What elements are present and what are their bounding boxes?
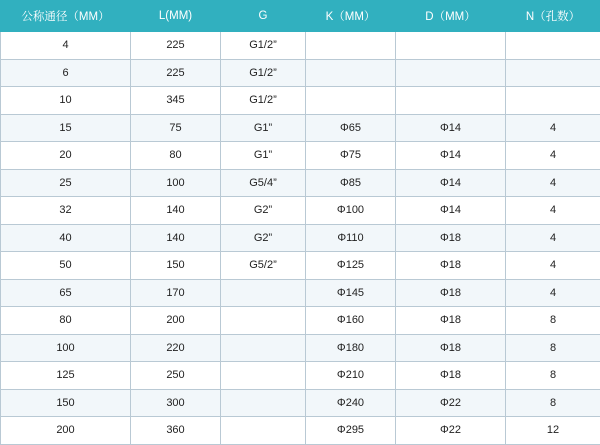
table-row [1, 389, 600, 417]
cell-thread: G1/2” [221, 87, 306, 115]
cell-thread: G2” [221, 197, 306, 225]
table-row [1, 417, 600, 445]
cell-k: Φ145 [306, 279, 396, 307]
column-header-hole-count: N（孔数） [506, 1, 600, 32]
cell-nominal-diameter: 15 [1, 114, 131, 142]
cell-hole-count: 4 [506, 279, 600, 307]
cell-k: Φ75 [306, 142, 396, 170]
cell-thread [221, 307, 306, 335]
cell-length: 170 [131, 279, 221, 307]
cell-k: Φ160 [306, 307, 396, 335]
cell-hole-count: 12 [506, 417, 600, 445]
cell-hole-count [506, 59, 600, 87]
cell-hole-count: 8 [506, 389, 600, 417]
cell-d: Φ18 [396, 307, 506, 335]
cell-hole-count: 4 [506, 169, 600, 197]
cell-length: 225 [131, 59, 221, 87]
table-row [1, 142, 600, 170]
cell-length: 300 [131, 389, 221, 417]
cell-hole-count: 8 [506, 362, 600, 390]
table-row [1, 224, 600, 252]
cell-length: 360 [131, 417, 221, 445]
cell-thread [221, 417, 306, 445]
table-row [1, 87, 600, 115]
cell-nominal-diameter: 200 [1, 417, 131, 445]
cell-hole-count: 4 [506, 224, 600, 252]
cell-thread: G1/2” [221, 32, 306, 60]
table-row [1, 32, 600, 60]
cell-k [306, 87, 396, 115]
cell-hole-count: 4 [506, 142, 600, 170]
cell-length: 80 [131, 142, 221, 170]
cell-length: 150 [131, 252, 221, 280]
cell-nominal-diameter: 32 [1, 197, 131, 225]
cell-nominal-diameter: 10 [1, 87, 131, 115]
cell-k [306, 32, 396, 60]
cell-length: 250 [131, 362, 221, 390]
column-header-k: K（MM） [306, 1, 396, 32]
cell-thread [221, 334, 306, 362]
cell-hole-count: 4 [506, 197, 600, 225]
cell-length: 200 [131, 307, 221, 335]
cell-k [306, 59, 396, 87]
column-header-nominal-diameter: 公称通径（MM） [1, 1, 131, 32]
cell-k: Φ65 [306, 114, 396, 142]
cell-k: Φ100 [306, 197, 396, 225]
cell-nominal-diameter: 6 [1, 59, 131, 87]
cell-thread [221, 389, 306, 417]
cell-nominal-diameter: 50 [1, 252, 131, 280]
cell-hole-count [506, 87, 600, 115]
cell-length: 345 [131, 87, 221, 115]
table-row [1, 362, 600, 390]
cell-nominal-diameter: 25 [1, 169, 131, 197]
column-header-length: L(MM) [131, 1, 221, 32]
column-header-d: D（MM） [396, 1, 506, 32]
cell-thread: G1” [221, 142, 306, 170]
cell-thread: G5/2” [221, 252, 306, 280]
cell-d: Φ14 [396, 169, 506, 197]
cell-length: 75 [131, 114, 221, 142]
cell-d: Φ22 [396, 389, 506, 417]
cell-hole-count [506, 32, 600, 60]
cell-d: Φ14 [396, 114, 506, 142]
cell-k: Φ240 [306, 389, 396, 417]
table-row [1, 169, 600, 197]
cell-length: 225 [131, 32, 221, 60]
cell-k: Φ210 [306, 362, 396, 390]
table-row [1, 307, 600, 335]
cell-nominal-diameter: 20 [1, 142, 131, 170]
cell-k: Φ110 [306, 224, 396, 252]
cell-length: 140 [131, 224, 221, 252]
cell-d: Φ14 [396, 142, 506, 170]
cell-thread: G2” [221, 224, 306, 252]
cell-hole-count: 8 [506, 334, 600, 362]
cell-thread [221, 279, 306, 307]
table-row [1, 59, 600, 87]
table-row [1, 279, 600, 307]
cell-d: Φ22 [396, 417, 506, 445]
cell-d: Φ18 [396, 334, 506, 362]
cell-nominal-diameter: 65 [1, 279, 131, 307]
table-header-row [1, 1, 600, 32]
cell-k: Φ85 [306, 169, 396, 197]
cell-thread: G1” [221, 114, 306, 142]
cell-length: 100 [131, 169, 221, 197]
cell-thread [221, 362, 306, 390]
cell-length: 140 [131, 197, 221, 225]
cell-length: 220 [131, 334, 221, 362]
cell-nominal-diameter: 80 [1, 307, 131, 335]
cell-d [396, 59, 506, 87]
cell-d: Φ14 [396, 197, 506, 225]
cell-thread: G1/2” [221, 59, 306, 87]
cell-d [396, 32, 506, 60]
cell-nominal-diameter: 150 [1, 389, 131, 417]
table-row [1, 334, 600, 362]
cell-d: Φ18 [396, 362, 506, 390]
table-row [1, 114, 600, 142]
cell-nominal-diameter: 40 [1, 224, 131, 252]
table-row [1, 197, 600, 225]
cell-k: Φ125 [306, 252, 396, 280]
cell-nominal-diameter: 125 [1, 362, 131, 390]
column-header-thread: G [221, 1, 306, 32]
cell-d [396, 87, 506, 115]
cell-hole-count: 4 [506, 252, 600, 280]
cell-d: Φ18 [396, 279, 506, 307]
cell-hole-count: 8 [506, 307, 600, 335]
cell-hole-count: 4 [506, 114, 600, 142]
cell-k: Φ295 [306, 417, 396, 445]
cell-nominal-diameter: 4 [1, 32, 131, 60]
cell-nominal-diameter: 100 [1, 334, 131, 362]
cell-thread: G5/4” [221, 169, 306, 197]
cell-d: Φ18 [396, 252, 506, 280]
cell-d: Φ18 [396, 224, 506, 252]
table-body [1, 32, 600, 445]
table-header [1, 1, 600, 32]
cell-k: Φ180 [306, 334, 396, 362]
table-row [1, 252, 600, 280]
